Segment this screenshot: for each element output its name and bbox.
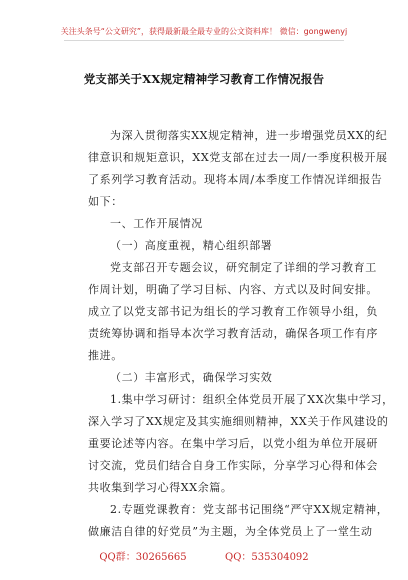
footer-qq-number: QQ：535304092 <box>225 552 309 563</box>
paragraph-line: 推进。 <box>88 349 123 362</box>
paragraph-line: 了系列学习教育活动。现将本周/本季度工作情况详细报告 <box>88 173 383 186</box>
footer-contact <box>0 548 408 563</box>
paragraph-line: 共收集到学习心得XX余篇。 <box>88 481 233 494</box>
paragraph-line: 做廉洁自律的好党员”为主题，为全体党员上了一堂生动 <box>88 525 373 538</box>
paragraph-line: 律意识和规矩意识，XX党支部在过去一周/一季度积极开展 <box>88 151 388 164</box>
subsection-heading: （一）高度重视，精心组织部署 <box>110 239 273 252</box>
paragraph-line: 为深入贯彻落实XX规定精神，进一步增强党员XX的纪 <box>110 129 388 142</box>
paragraph-line: 党支部召开专题会议，研究制定了详细的学习教育工 <box>110 261 377 274</box>
paragraph-line: 2.专题党课教育：党支部书记围绕“严守XX规定精神， <box>110 503 389 516</box>
paragraph-line: 1.集中学习研讨：组织全体党员开展了XX次集中学习， <box>110 393 394 406</box>
document-title: 党支部关于XX规定精神学习教育工作情况报告 <box>83 72 325 86</box>
footer-qq-group: QQ群：30265665 <box>99 552 187 563</box>
paragraph-line: 重要论述等内容。在集中学习后，以党小组为单位开展研 <box>88 437 378 450</box>
section-heading: 一、工作开展情况 <box>110 217 203 230</box>
header-divider <box>64 40 344 41</box>
paragraph-line: 如下： <box>88 195 123 208</box>
paragraph-line: 深入学习了XX规定及其实施细则精神，XX关于作风建设的 <box>88 415 389 428</box>
paragraph-line: 作周计划，明确了学习目标、内容、方式以及时间安排。 <box>88 283 378 296</box>
paragraph-line: 责统筹协调和指导本次学习教育活动，确保各项工作有序 <box>88 327 378 340</box>
paragraph-line: 讨交流，党员们结合自身工作实际，分享学习心得和体会 <box>88 459 378 472</box>
header-promo-note: 关注头条号“公文研究”，获得最新最全最专业的公文资料库！ 微信：gongwenyj <box>60 27 348 36</box>
paragraph-line: 成立了以党支部书记为组长的学习教育工作领导小组，负 <box>88 305 378 318</box>
subsection-heading: （二）丰富形式，确保学习实效 <box>110 371 273 384</box>
